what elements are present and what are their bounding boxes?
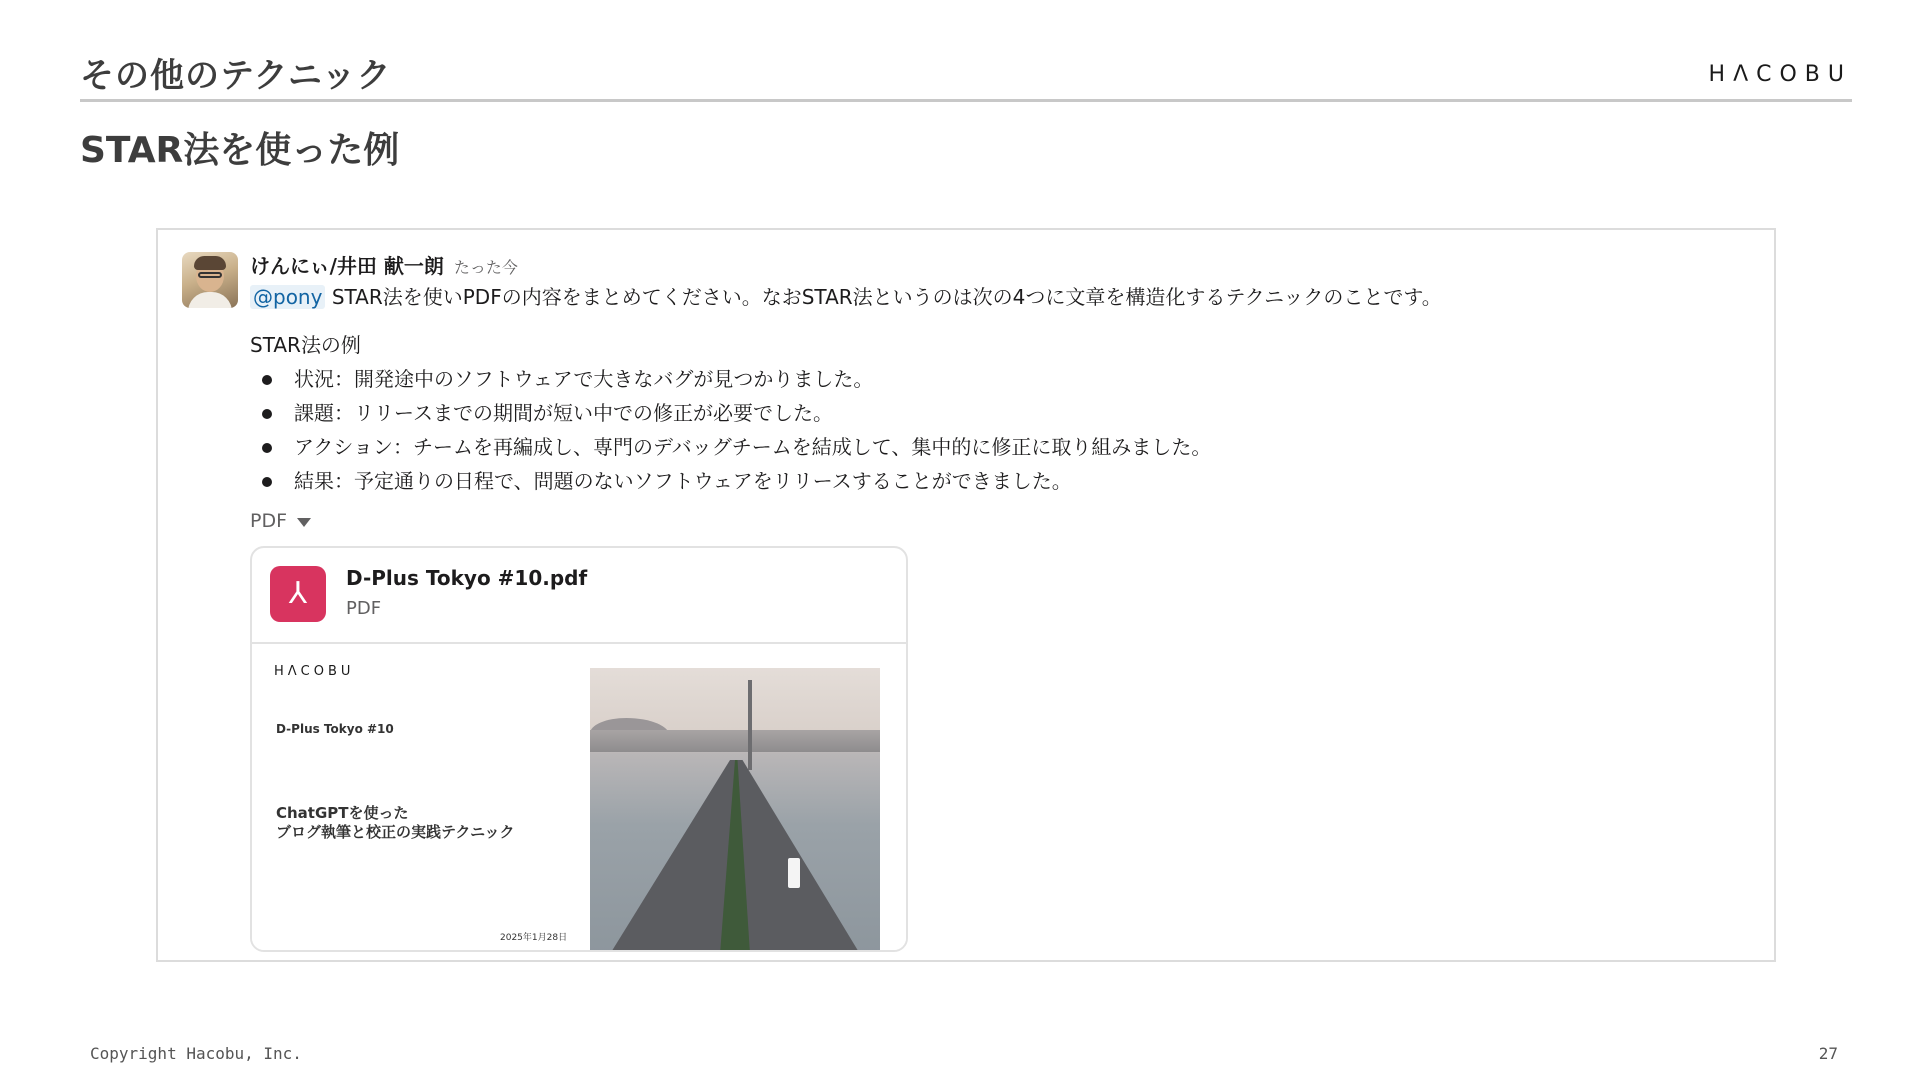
file-preview[interactable] bbox=[252, 644, 908, 952]
list-item: 課題：リリースまでの期間が短い中での修正が必要でした。 bbox=[250, 396, 1750, 430]
preview-title: ChatGPTを使った ブログ執筆と校正の実践テクニック bbox=[276, 804, 515, 841]
author-name[interactable]: けんにぃ/井田 献一朗 bbox=[250, 254, 444, 278]
user-mention[interactable]: @pony bbox=[250, 285, 325, 309]
message-body: STAR法を使いPDFの内容をまとめてください。なおSTAR法というのは次の4つに文章を構造化するテクニックのことです。 bbox=[331, 285, 1442, 309]
example-heading: STAR法の例 bbox=[250, 333, 361, 357]
footer-copyright: Copyright Hacobu, Inc. bbox=[90, 1044, 302, 1063]
brand-logo: HΛCOBU bbox=[1708, 62, 1852, 87]
bullet-list bbox=[250, 362, 1750, 498]
preview-bridge-photo bbox=[590, 668, 880, 952]
avatar[interactable] bbox=[182, 252, 238, 308]
bullet-icon bbox=[262, 477, 272, 487]
list-item: 結果：予定通りの日程で、問題のないソフトウェアをリリースすることができました。 bbox=[250, 464, 1750, 498]
list-item: 状況：開発途中のソフトウェアで大きなバグが見つかりました。 bbox=[250, 362, 1750, 396]
file-type: PDF bbox=[346, 598, 382, 619]
file-attachment-card[interactable] bbox=[250, 546, 908, 952]
bullet-icon bbox=[262, 409, 272, 419]
file-header bbox=[252, 548, 906, 644]
section-title: その他のテクニック bbox=[80, 56, 392, 96]
preview-logo: HΛCOBU bbox=[274, 664, 355, 679]
chat-message bbox=[250, 250, 1750, 534]
page-number: 27 bbox=[1818, 1044, 1838, 1063]
preview-event: D-Plus Tokyo #10 bbox=[276, 722, 394, 736]
bullet-icon bbox=[262, 443, 272, 453]
attachment-toggle[interactable] bbox=[250, 508, 1750, 534]
file-name[interactable]: D-Plus Tokyo #10.pdf bbox=[346, 566, 588, 590]
message-timestamp[interactable]: たった今 bbox=[453, 258, 518, 277]
page-title: STAR法を使った例 bbox=[80, 130, 400, 171]
list-item: アクション：チームを再編成し、専門のデバッグチームを結成して、集中的に修正に取り組みました。 bbox=[250, 430, 1750, 464]
caret-down-icon bbox=[297, 518, 311, 527]
bullet-icon bbox=[262, 375, 272, 385]
slide-header bbox=[80, 48, 1852, 97]
pdf-icon: ⅄ bbox=[270, 566, 326, 622]
message-header bbox=[250, 250, 1750, 280]
header-divider bbox=[80, 99, 1852, 102]
chat-screenshot bbox=[156, 228, 1776, 962]
preview-date: 2025年1月28日 bbox=[500, 933, 568, 943]
attachment-toggle-label: PDF bbox=[250, 510, 288, 532]
message-text bbox=[250, 280, 1750, 314]
